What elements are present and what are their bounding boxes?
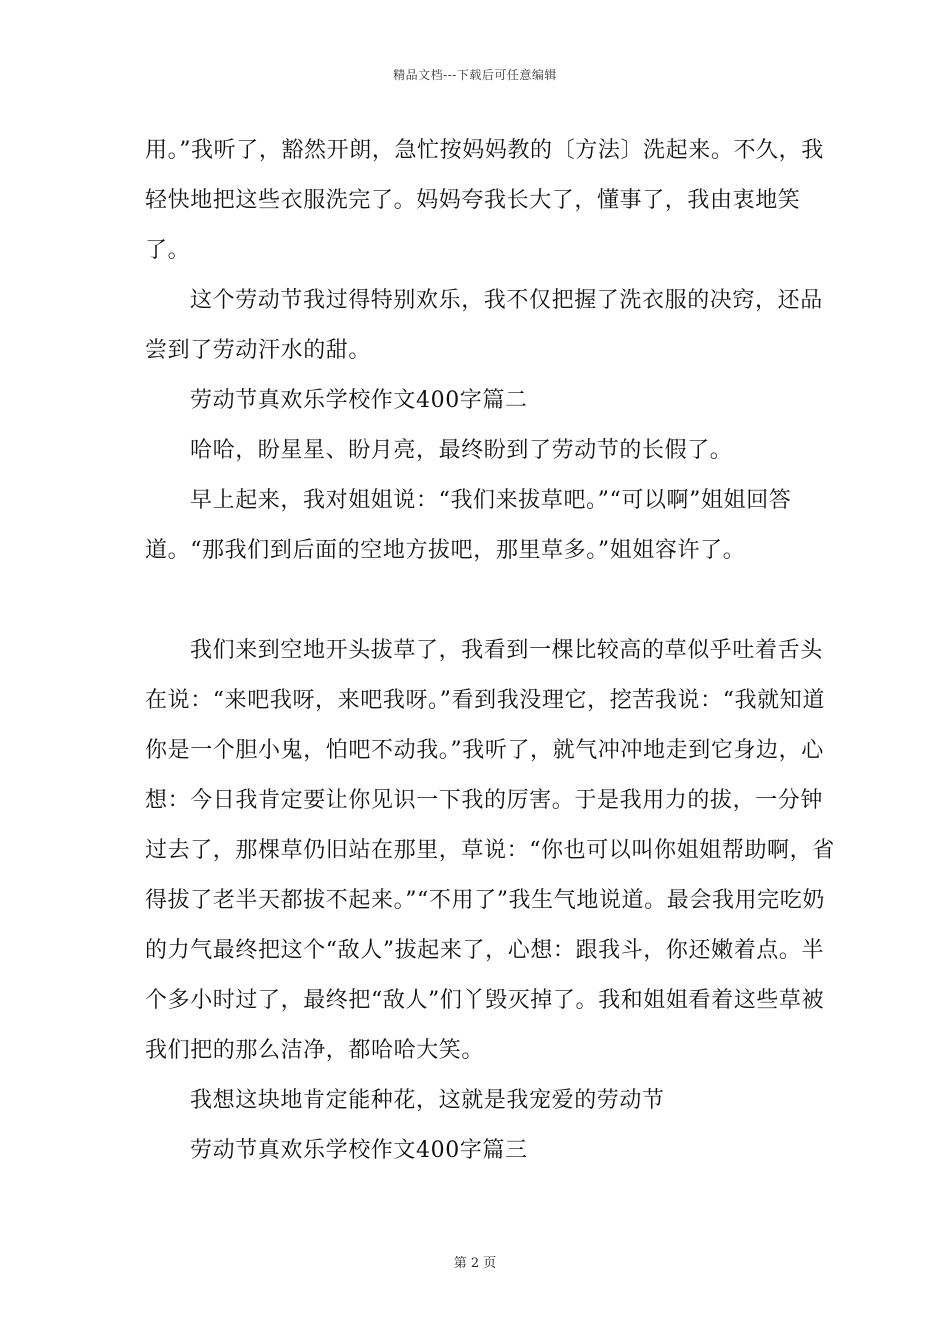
essay-title-part-two: 劳动节真欢乐学校作文400字篇二	[190, 388, 528, 413]
essay-title-part-three: 劳动节真欢乐学校作文400字篇三	[190, 1138, 528, 1163]
paragraph-morning-dialogue: 早上起来，我对姐姐说：“我们来拔草吧。”“可以啊”姐姐回答道。“那我们到后面的空地方拔吧，那里草多。”姐姐容许了。	[145, 488, 792, 563]
paragraph-continuation: 用。”我听了，豁然开朗，急忙按妈妈教的〔方法〕洗起来。不久，我轻快地把这些衣服洗完了。妈妈夸我长大了，懂事了，我由衷地笑了。	[145, 138, 824, 263]
paragraph-holiday-arrival: 哈哈，盼星星、盼月亮，最终盼到了劳动节的长假了。	[190, 438, 733, 463]
paragraph-spacer	[145, 576, 835, 626]
paragraph-weeding-story: 我们来到空地开头拔草了，我看到一棵比较高的草似乎吐着舌头在说：“来吧我呀，来吧我呀。”看到我没理它，挖苦我说：“我就知道你是一个胆小鬼，怕吧不动我。”我听了，就气冲冲地走到它身边，心想：今日我肯定要让你见识一下我的厉害。于是我用力的拔，一分钟过去了，那棵草仍旧站在那里，草说：“你也可以叫你姐姐帮助啊，省得拔了老半天都拔不起来。”“不用了”我生气地说道。最会我用完吃奶的力气最终把这个“敌人”拔起来了，心想：跟我斗，你还嫩着点。半个多小时过了，最终把“敌人”们丫毁灭掉了。我和姐姐看着这些草被我们把的那么洁净，都哈哈大笑。	[145, 638, 835, 1063]
document-body	[145, 126, 835, 1176]
paragraph-conclusion: 我想这块地肯定能种花，这就是我宠爱的劳动节	[190, 1088, 665, 1113]
page-number: 第 2 页	[453, 1256, 497, 1271]
page-header: 精品文档---下载后可任意编辑	[393, 68, 557, 82]
paragraph-labor-day-summary: 这个劳动节我过得特别欢乐，我不仅把握了洗衣服的决窍，还品尝到了劳动汗水的甜。	[145, 288, 823, 363]
